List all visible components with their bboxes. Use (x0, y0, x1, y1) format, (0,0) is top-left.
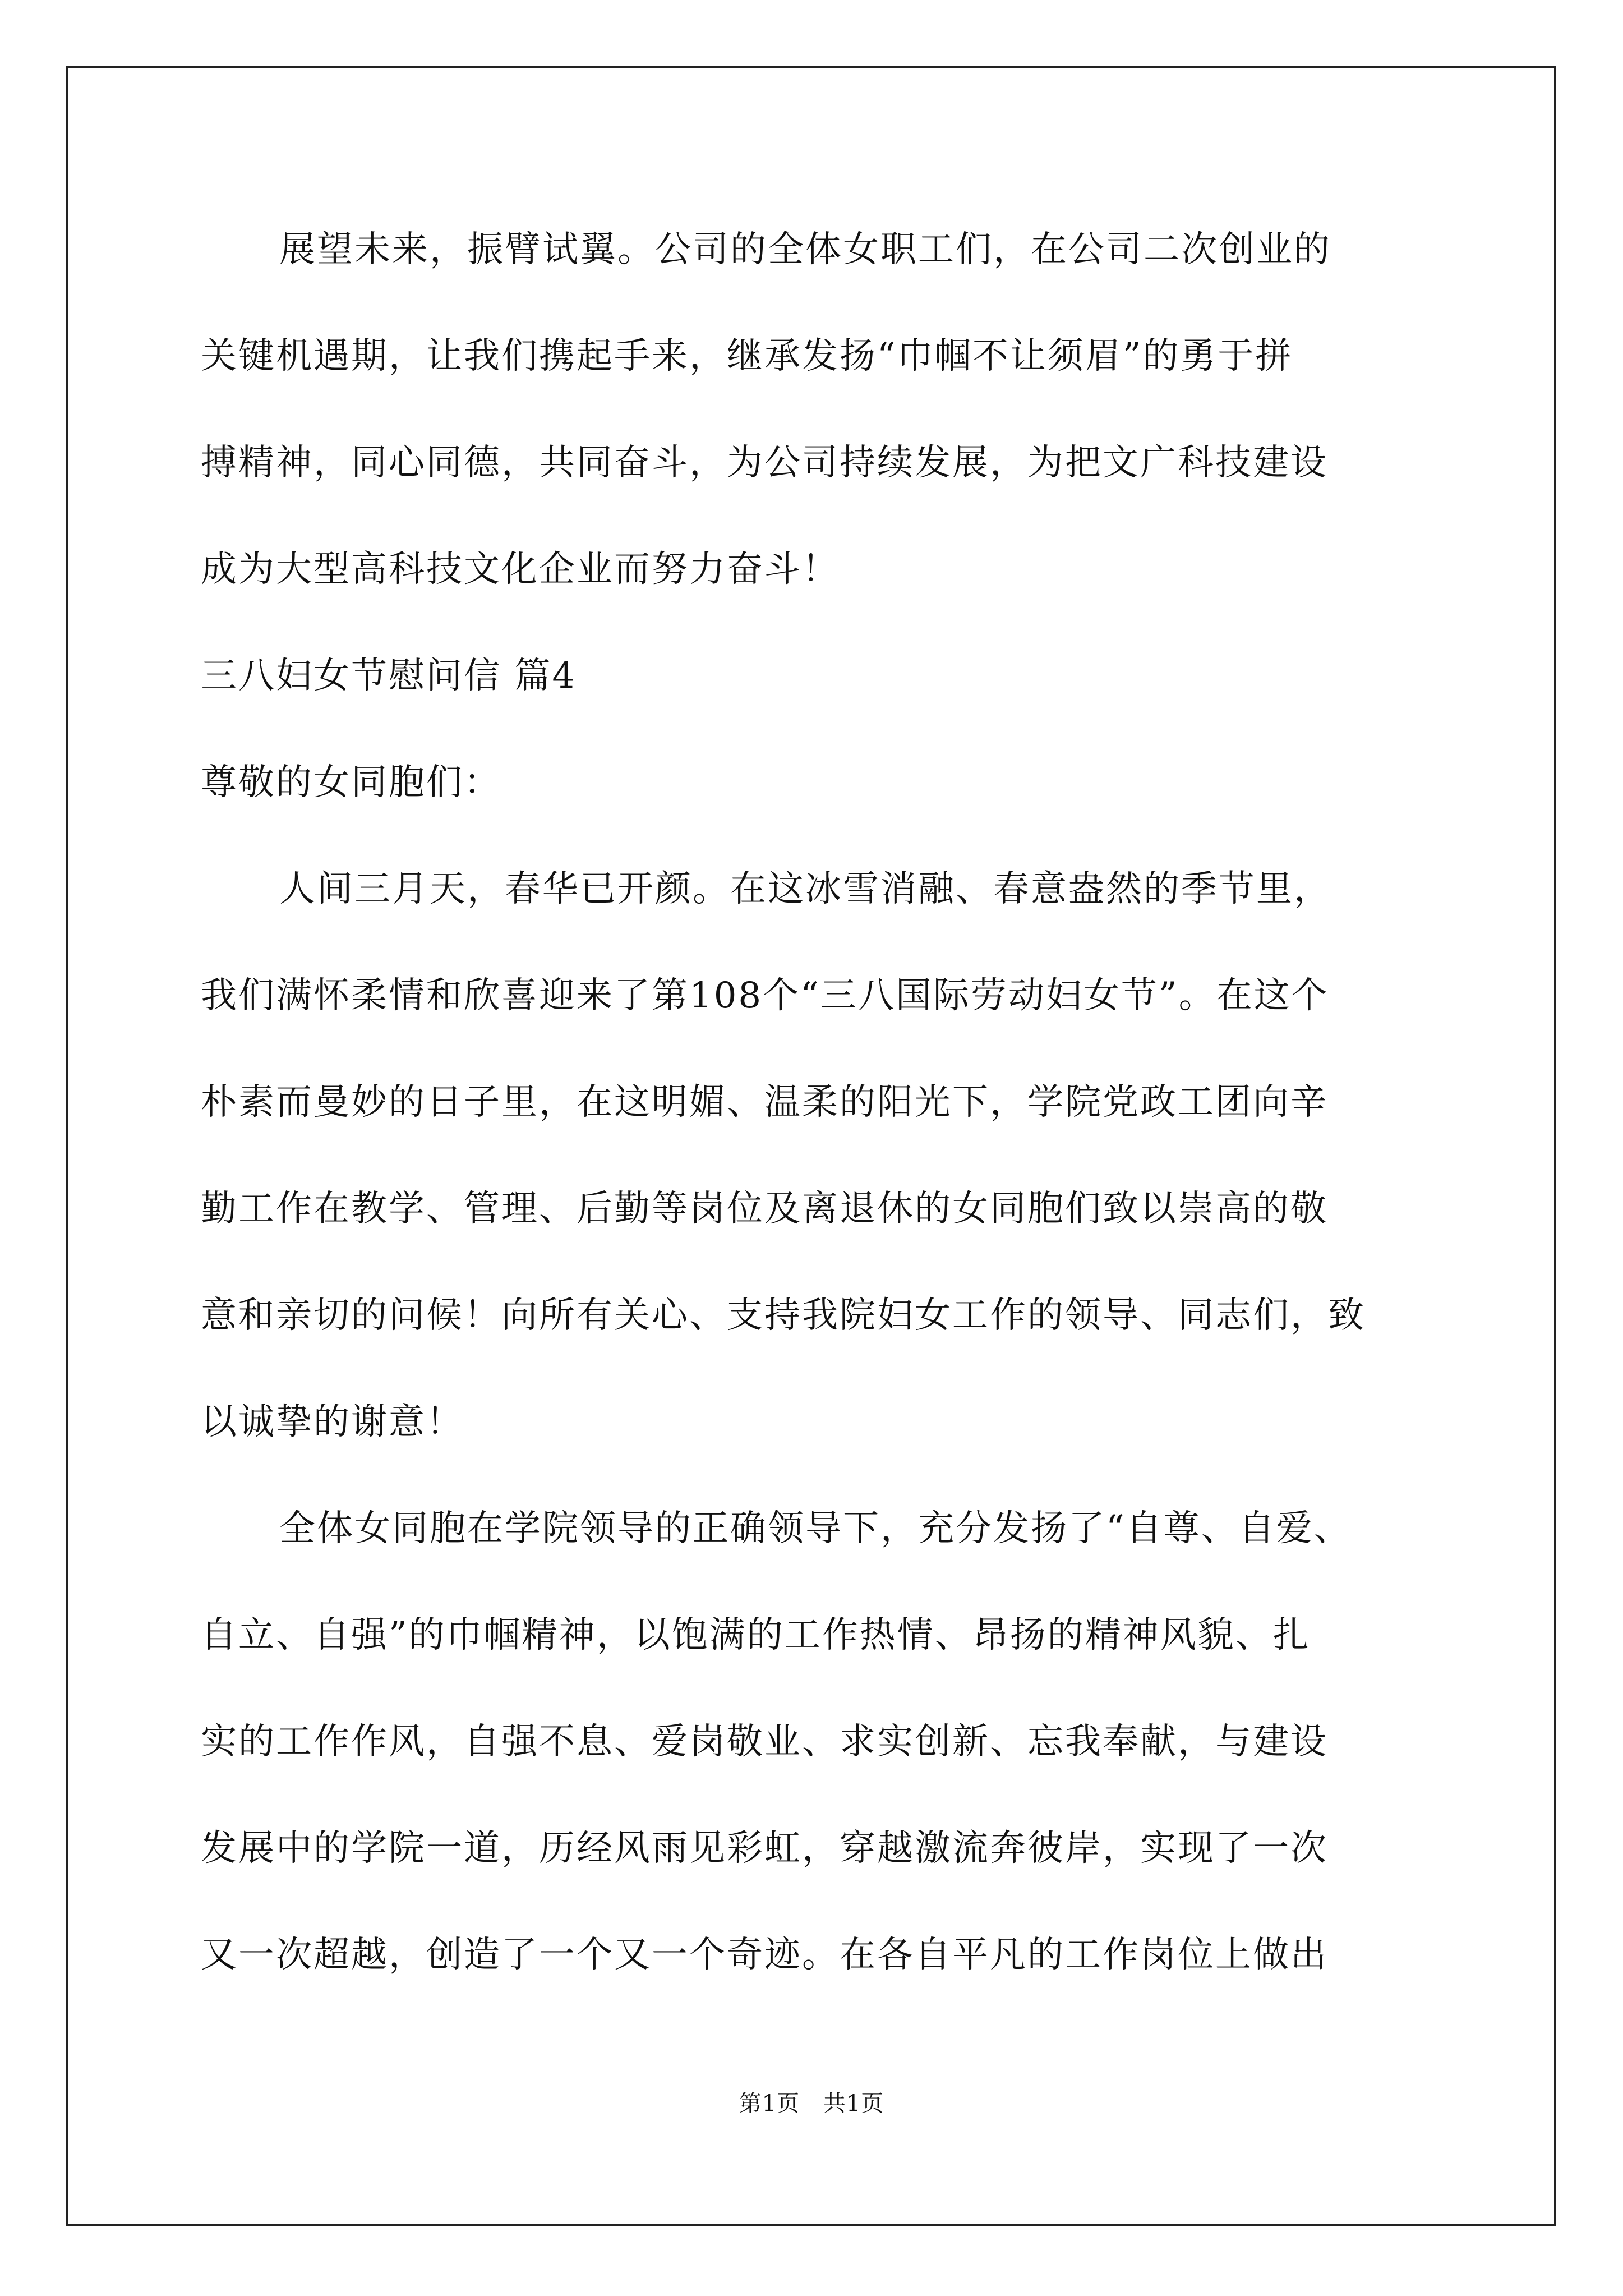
paragraph-line: 以诚挚的谢意！ (201, 1401, 464, 1443)
page-total: 共1页 (823, 2091, 884, 2116)
paragraph-line: 发展中的学院一道，历经风雨见彩虹，穿越激流奔彼岸，实现了一次 (201, 1828, 1328, 1869)
paragraph-line: 自立、自强”的巾帼精神，以饱满的工作热情、昂扬的精神风貌、扎 (201, 1614, 1311, 1656)
paragraph-line: 朴素而曼妙的日子里，在这明媚、温柔的阳光下，学院党政工团向辛 (201, 1082, 1328, 1123)
paragraph-line: 全体女同胞在学院领导的正确领导下，充分发扬了“自尊、自爱、 (279, 1508, 1352, 1549)
page-footer (0, 2090, 1623, 2118)
paragraph-line: 人间三月天，春华已开颜。在这冰雪消融、春意盎然的季节里， (279, 868, 1331, 910)
page-number: 第1页 (739, 2091, 800, 2116)
paragraph-line: 勤工作在教学、管理、后勤等岗位及离退休的女同胞们致以崇高的敬 (201, 1188, 1328, 1230)
paragraph-line: 成为大型高科技文化企业而努力奋斗！ (201, 549, 840, 590)
paragraph-line: 关键机遇期，让我们携起手来，继承发扬“巾帼不让须眉”的勇于拼 (201, 335, 1293, 377)
section-heading: 三八妇女节慰问信 篇4 (201, 655, 577, 697)
salutation: 尊敬的女同胞们： (201, 762, 501, 803)
paragraph-line: 实的工作作风，自强不息、爱岗敬业、求实创新、忘我奉献，与建设 (201, 1721, 1328, 1763)
paragraph-line: 意和亲切的问候！向所有关心、支持我院妇女工作的领导、同志们，致 (201, 1295, 1366, 1336)
paragraph-line: 展望未来，振臂试翼。公司的全体女职工们，在公司二次创业的 (279, 229, 1331, 270)
paragraph-line: 我们满怀柔情和欣喜迎来了第108个“三八国际劳动妇女节”。在这个 (201, 975, 1329, 1016)
paragraph-line: 又一次超越，创造了一个又一个奇迹。在各自平凡的工作岗位上做出 (201, 1934, 1328, 1976)
paragraph-line: 搏精神，同心同德，共同奋斗，为公司持续发展，为把文广科技建设 (201, 442, 1328, 484)
page-border (66, 66, 1556, 2226)
